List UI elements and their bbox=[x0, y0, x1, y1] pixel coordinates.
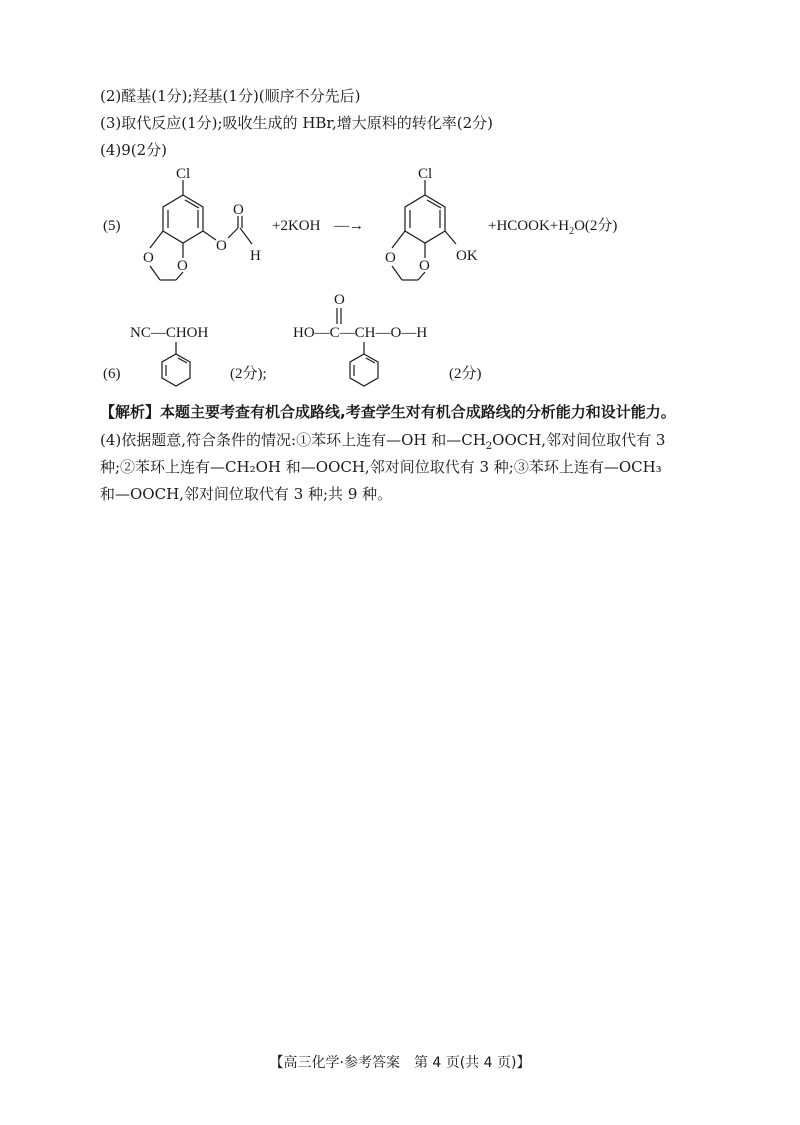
structure2-o-top: O bbox=[334, 292, 345, 308]
reactant-o-carbonyl: O bbox=[233, 202, 244, 218]
product-cl: Cl bbox=[418, 166, 433, 182]
structure2-formula: HO—C—CH—O—H bbox=[293, 325, 428, 341]
analysis-line-3: 和—OOCH,邻对间位取代有 3 种;共 9 种。 bbox=[100, 485, 393, 503]
answer-6-structures bbox=[0, 290, 800, 395]
benzene-ring-product bbox=[405, 195, 445, 243]
analysis-heading: 【解析】本题主要考查有机合成路线,考查学生对有机合成路线的分析能力和设计能力。 bbox=[100, 403, 676, 421]
page-footer: 【高三化学·参考答案 第 4 页(共 4 页)】 bbox=[269, 1055, 531, 1071]
analysis-line-2: 种;②苯环上连有—CH₂OH 和—OOCH,邻对间位取代有 3 种;③苯环上连有—OCH₃ bbox=[100, 458, 662, 476]
answer-2: (2)醛基(1分);羟基(1分)(顺序不分先后) bbox=[100, 87, 361, 105]
reactant-h: H bbox=[250, 248, 261, 264]
product-ok: OK bbox=[456, 248, 478, 264]
reaction-5-scheme bbox=[0, 160, 800, 295]
label-6: (6) bbox=[103, 366, 121, 382]
plus-koh: +2KOH bbox=[272, 218, 321, 234]
byproducts: $+HCOOK+H_2O(2$分) bbox=[488, 218, 618, 237]
analysis-line-1: (4)依据题意,符合条件的情况:①苯环上连有—OH 和$—CH_2OOCH$,邻对间位取代有 3 bbox=[100, 431, 666, 452]
structure1-score: (2分); bbox=[230, 366, 267, 382]
answer-3: (3)取代反应(1分);吸收生成的 HBr,增大原料的转化率(2分) bbox=[100, 114, 493, 132]
reactant-o-ester: O bbox=[216, 238, 227, 254]
product-o-ring-1: O bbox=[385, 250, 396, 266]
benzene-ring-reactant bbox=[163, 195, 203, 243]
structure1-formula: NC—CHOH bbox=[130, 325, 209, 341]
reactant-o-ring-1: O bbox=[143, 250, 154, 266]
reaction-arrow: —→ bbox=[334, 218, 364, 234]
answer-4: (4)9(2分) bbox=[100, 141, 168, 159]
reactant-o-ring-2: O bbox=[177, 258, 188, 274]
product-o-ring-2: O bbox=[419, 258, 430, 274]
label-5: (5) bbox=[103, 218, 121, 234]
reactant-cl: Cl bbox=[176, 166, 191, 182]
structure2-score: (2分) bbox=[449, 366, 482, 382]
